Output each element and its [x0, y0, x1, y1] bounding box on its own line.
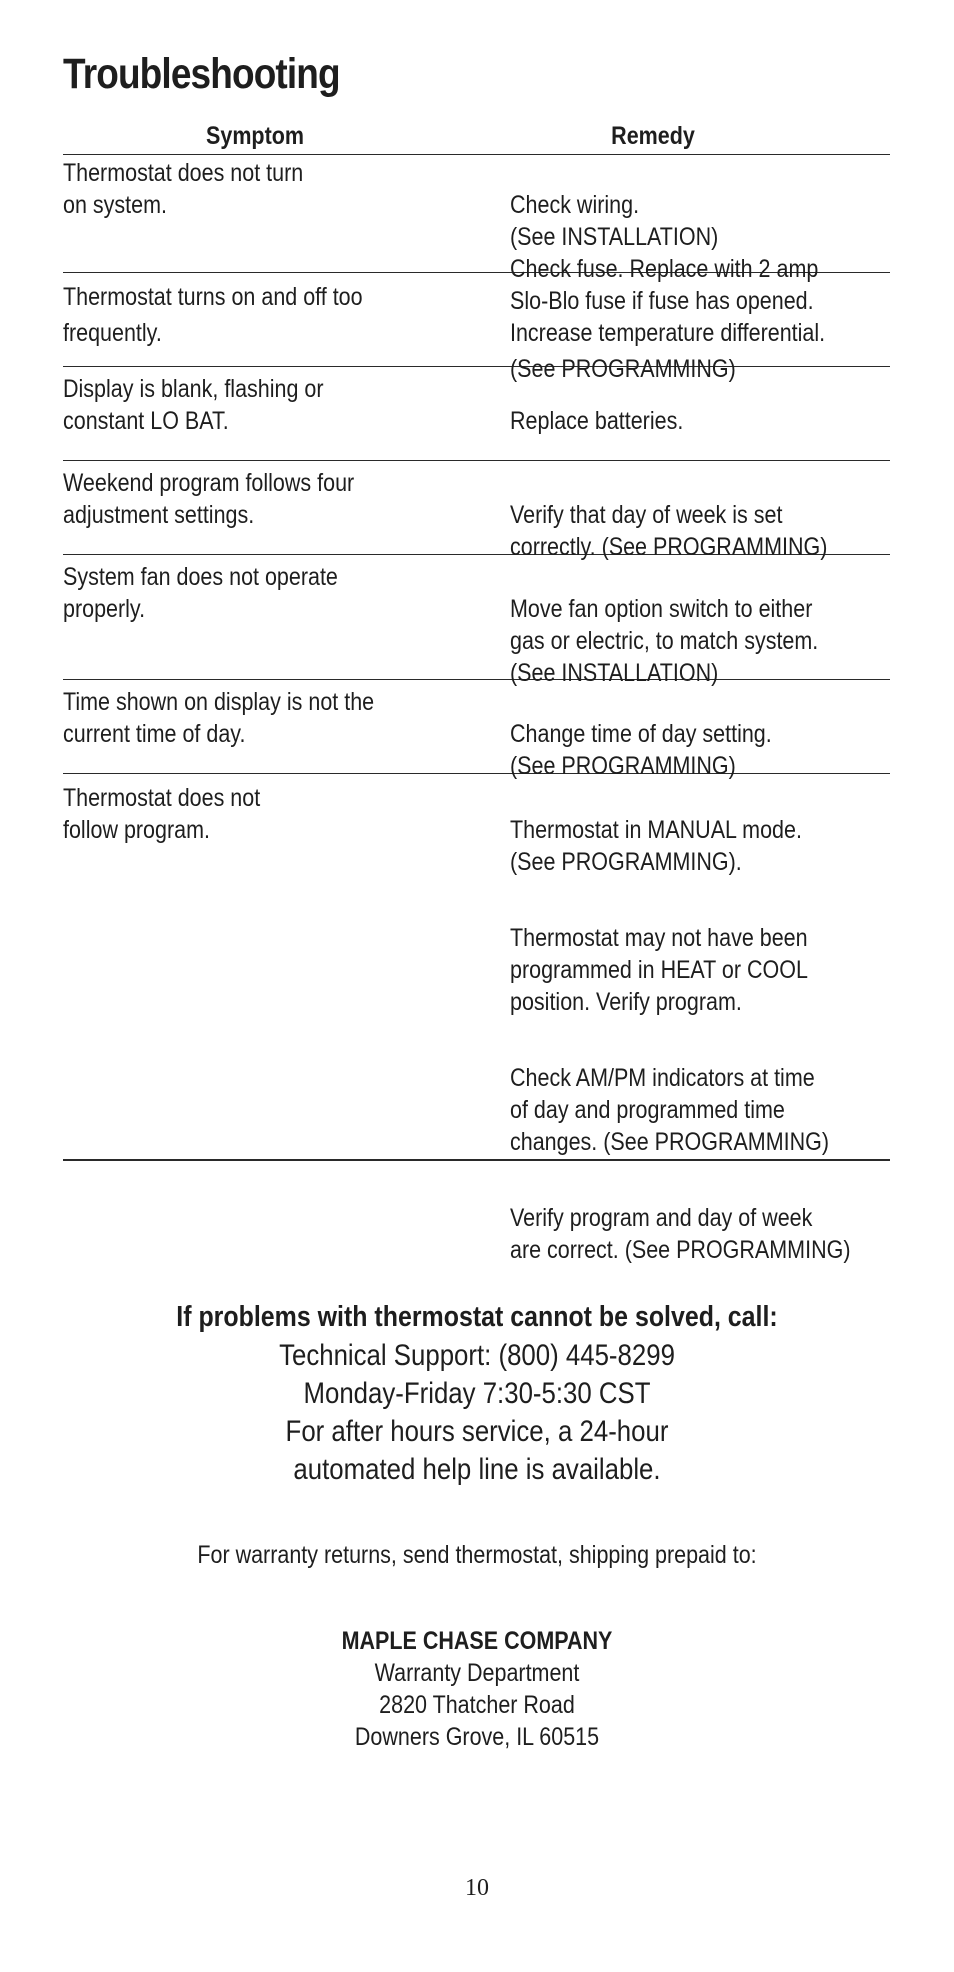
- remedy-text: Replace batteries.: [510, 407, 684, 435]
- symptom-cell: Thermostat does not follow program.: [63, 784, 261, 844]
- remedy-text: Increase temperature differential. (See PROGRAMMING): [510, 319, 826, 383]
- remedy-text: Verify that day of week is set correctly. (See PROGRAMMING): [510, 501, 828, 561]
- remedy-text: Change time of day setting. (See PROGRAMMING): [510, 720, 772, 780]
- support-help-line: automated help line is available.: [293, 1453, 661, 1486]
- address-line: Downers Grove, IL 60515: [354, 1723, 600, 1751]
- symptom-cell: Weekend program follows four adjustment settings.: [63, 469, 355, 529]
- remedy-cell: [510, 782, 888, 1310]
- page-title: Troubleshooting: [63, 50, 340, 98]
- table-row: [63, 680, 890, 780]
- remedy-text: Verify program and day of week are correct. (See PROGRAMMING): [510, 1204, 851, 1264]
- remedy-text: Move fan option switch to either gas or electric, to match system. (See INSTALLATION): [510, 595, 819, 687]
- address-line: 2820 Thatcher Road: [379, 1691, 575, 1719]
- warranty-instructions: For warranty returns, send thermostat, shipping prepaid to:: [197, 1541, 757, 1569]
- symptom-cell: Time shown on display is not the current time of day.: [63, 688, 375, 748]
- table-row: [63, 273, 890, 383]
- support-after-hours: For after hours service, a 24-hour: [285, 1415, 669, 1448]
- remedy-text: Thermostat in MANUAL mode. (See PROGRAMMING).: [510, 816, 802, 876]
- mailing-address: [0, 1625, 954, 1753]
- table-row: [63, 774, 890, 1264]
- remedy-text: Check AM/PM indicators at time of day and programmed time changes. (See PROGRAMMING): [510, 1064, 830, 1156]
- symptom-cell: Thermostat does not turn on system.: [63, 159, 304, 219]
- troubleshooting-table: [63, 118, 890, 1264]
- symptom-cell: Thermostat turns on and off too frequently.: [63, 283, 363, 347]
- symptom-cell: System fan does not operate properly.: [63, 563, 338, 623]
- table-row: [63, 367, 890, 461]
- table-row: [63, 461, 890, 561]
- support-heading: If problems with thermostat cannot be solved, call:: [176, 1301, 778, 1333]
- symptom-cell: Display is blank, flashing or constant LO BAT.: [63, 375, 324, 435]
- support-hours: Monday-Friday 7:30-5:30 CST: [303, 1377, 651, 1410]
- symptom-column-header: Symptom: [206, 122, 304, 150]
- remedy-column-header: Remedy: [611, 122, 695, 150]
- page-number: 10: [465, 1875, 489, 1901]
- support-phone: Technical Support: (800) 445-8299: [279, 1339, 675, 1372]
- table-header: [63, 118, 890, 155]
- address-line: Warranty Department: [374, 1659, 580, 1687]
- support-info: [0, 1297, 954, 1489]
- table-row: [63, 555, 890, 687]
- company-name: MAPLE CHASE COMPANY: [341, 1627, 613, 1655]
- remedy-text: Thermostat may not have been programmed in HEAT or COOL position. Verify program.: [510, 924, 808, 1016]
- remedy-text: Check wiring. (See INSTALLATION) Check fuse. Replace with 2 amp Slo-Blo fuse if fuse has opened.: [510, 191, 819, 315]
